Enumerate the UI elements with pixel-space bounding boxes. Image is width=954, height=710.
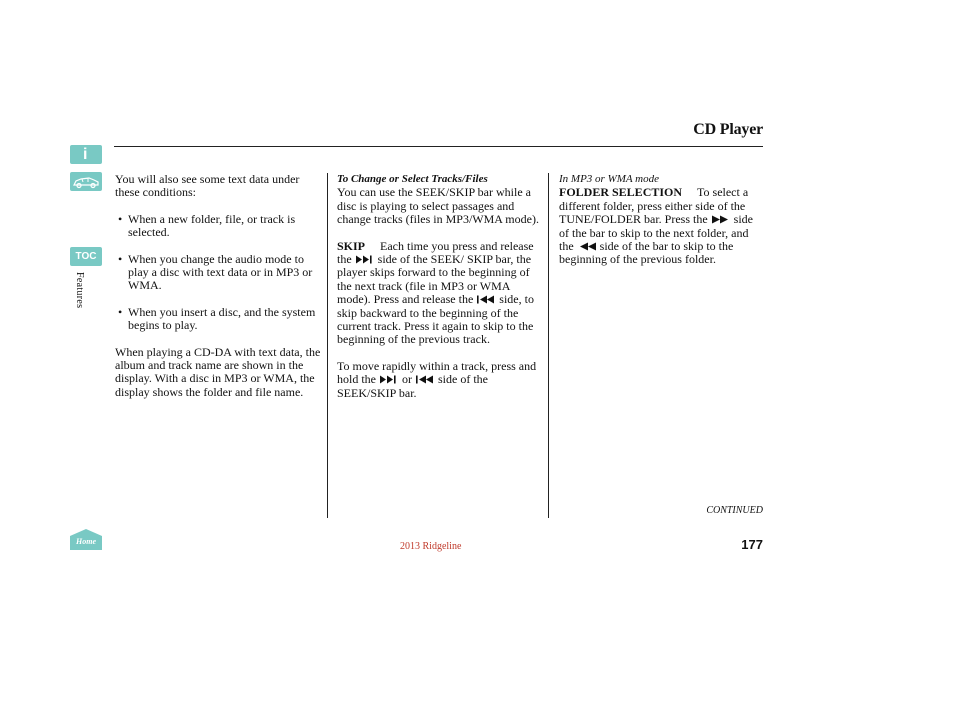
move-text-a: To move rapidly within a track, press and hold the bbox=[337, 358, 537, 387]
info-icon: i bbox=[83, 146, 88, 163]
bullet-item: • When a new folder, file, or track is selected. bbox=[115, 213, 321, 240]
column-divider bbox=[327, 173, 328, 518]
car-button[interactable] bbox=[70, 172, 102, 191]
page-number: 177 bbox=[741, 537, 763, 552]
bullet-item: • When you insert a disc, and the system begins to play. bbox=[115, 306, 321, 333]
skip-back-icon bbox=[415, 375, 435, 384]
column-2 bbox=[337, 173, 543, 413]
car-icon bbox=[70, 172, 102, 191]
toc-button[interactable]: TOC bbox=[70, 247, 102, 266]
page-title: CD Player bbox=[693, 121, 763, 138]
folder-text-c: side of the bar to skip to the beginning of the previous folder. bbox=[559, 239, 734, 267]
skip-text-a: Each time you press and release the bbox=[337, 238, 534, 267]
rewind-icon bbox=[577, 242, 597, 251]
folder-paragraph bbox=[559, 186, 763, 266]
folder-text-a: To select a different folder, press either side of the TUNE/FOLDER bar. Press the bbox=[559, 185, 749, 227]
bullet-item: • When you change the audio mode to play a disc with text data or in MP3 or WMA. bbox=[115, 253, 321, 293]
home-button[interactable] bbox=[70, 529, 102, 550]
footer-model: 2013 Ridgeline bbox=[400, 541, 462, 552]
info-button[interactable] bbox=[70, 145, 102, 164]
column-divider bbox=[548, 173, 549, 518]
continued-label: CONTINUED bbox=[706, 505, 763, 516]
skip-text-c: side, to skip backward to the beginning of the current track. Press it again to skip to the beginning of the previous track. bbox=[337, 292, 534, 347]
intro-text: You will also see some text data under these conditions: bbox=[115, 172, 300, 200]
paragraph: You can use the SEEK/SKIP bar while a disc is playing to select passages and change tracks (files in MP3/WMA mode). bbox=[337, 185, 539, 227]
move-text-b: side of the SEEK/SKIP bar. bbox=[337, 372, 488, 400]
section-label: Features bbox=[74, 272, 85, 309]
column-1 bbox=[115, 173, 321, 412]
home-icon bbox=[70, 529, 102, 550]
folder-text-b: side of the bar to skip to the next folder, and the bbox=[559, 212, 753, 254]
skip-forward-icon bbox=[355, 255, 375, 264]
skip-back-icon bbox=[476, 295, 496, 304]
move-paragraph bbox=[337, 360, 543, 400]
section-heading: To Change or Select Tracks/Files bbox=[337, 173, 488, 185]
skip-label: SKIP bbox=[337, 238, 366, 253]
mode-heading: In MP3 or WMA mode bbox=[559, 173, 659, 185]
column-3 bbox=[559, 173, 763, 280]
closing-text: When playing a CD-DA with text data, the album and track name are shown in the display. With a disc in MP3 or WMA, the display shows the folder and file name. bbox=[115, 344, 321, 399]
folder-selection-label: FOLDER SELECTION bbox=[559, 185, 683, 200]
home-label: Home bbox=[76, 537, 96, 546]
header-rule bbox=[114, 146, 763, 147]
skip-paragraph bbox=[337, 240, 543, 347]
skip-text-b: side of the SEEK/ SKIP bar, the player skips forward to the beginning of the next track (file in MP3 or WMA mode). Press and release the bbox=[337, 252, 532, 307]
skip-forward-icon bbox=[379, 375, 399, 384]
move-text-or: or bbox=[402, 372, 412, 387]
fast-forward-icon bbox=[711, 215, 731, 224]
